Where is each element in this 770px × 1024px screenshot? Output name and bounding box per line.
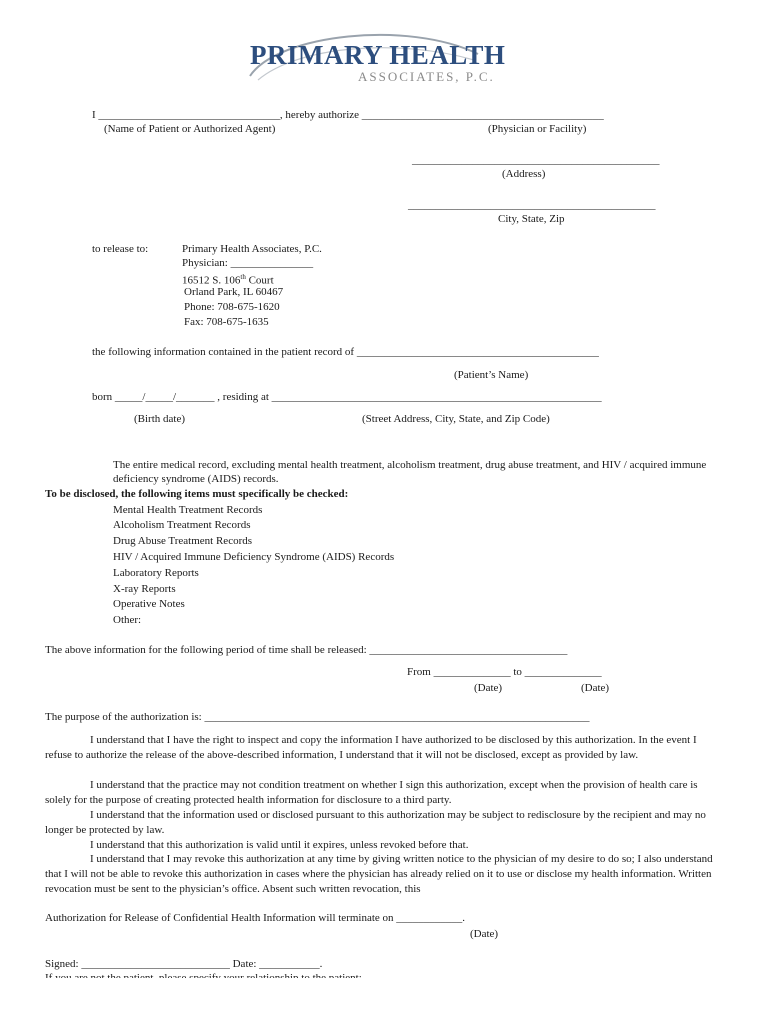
release-org: Primary Health Associates, P.C. [182,243,322,255]
statement-revoke: I understand that I may revoke this authorization at any time by giving written notice to the physician of my desire to do so; I also understand that I will not be able to revoke this authorization in cases where the physician has already relied on it to use or disclose my health information. Written revocation must be sent to the physician’s office. Absent such written revocation, this [45,853,713,895]
patient-name-label: (Name of Patient or Authorized Agent) [104,123,276,135]
street-address-label: (Street Address, City, State, and Zip Code) [362,413,550,425]
purpose-line: The purpose of the authorization is: ______________________________________________________________________ [45,711,590,723]
termination-date-label: (Date) [470,928,499,940]
patient-name-caption: (Patient’s Name) [454,369,529,381]
signature-line: Signed: ___________________________ Date: ___________. [45,958,323,970]
list-item: Alcoholism Treatment Records [113,519,251,531]
logo-subtitle: ASSOCIATES, P.C. [358,69,495,84]
from-date-label: (Date) [474,682,503,694]
page-cutoff [0,978,770,1024]
release-street-suffix: th [240,273,246,281]
city-line: _____________________________________________ [408,199,656,211]
birth-date-label: (Birth date) [134,413,186,425]
release-physician: Physician: _______________ [182,257,314,269]
records-heading: To be disclosed, the following items must specifically be checked: [45,488,349,500]
city-label: City, State, Zip [498,213,565,225]
list-item: HIV / Acquired Immune Deficiency Syndrome (AIDS) Records [113,551,395,563]
physician-label: (Physician or Facility) [488,123,587,135]
release-label: to release to: [92,243,149,255]
release-street-number: 16512 S. 106 [182,274,241,287]
period-line: The above information for the following period of time shall be released: ____________________________________ [45,644,568,656]
statement-inspect: I understand that I have the right to inspect and copy the information I have authorized to be disclosed by this authorization. In the event I refuse to authorize the release of the above-described information, I understand that it will not be disclosed, except as provided by law. [45,734,697,761]
born-line: born _____/_____/_______ , residing at ____________________________________________________________ [92,391,602,403]
patient-record-line: the following information contained in the patient record of ____________________________________________ [92,346,599,358]
authorize-line: I _________________________________, hereby authorize ____________________________________________ [92,109,604,121]
from-to-line: From ______________ to ______________ [407,666,602,678]
release-street-name: Court [245,274,274,287]
release-city: Orland Park, IL 60467 [184,286,284,298]
list-item: Other: [113,614,142,626]
address-label: (Address) [502,168,546,180]
release-fax: Fax: 708-675-1635 [184,316,269,328]
list-item: Drug Abuse Treatment Records [113,535,253,547]
list-item: X-ray Reports [113,583,176,595]
statement-condition: I understand that the practice may not condition treatment on whether I sign this authorization, except when the provision of health care is solely for the purpose of creating protected health information for disclosure to a third party. [45,779,698,806]
statement-redisclosure: I understand that the information used or disclosed pursuant to this authorization may be subject to redisclosure by the recipient and may no longer be protected by law. [45,809,706,836]
release-phone: Phone: 708-675-1620 [184,301,280,313]
statement-validity: I understand that this authorization is valid until it expires, unless revoked before that. [90,839,469,851]
list-item: Operative Notes [113,598,185,610]
address-line: _____________________________________________ [412,154,660,166]
termination-line: Authorization for Release of Confidential Health Information will terminate on ____________. [45,912,466,924]
list-item: Laboratory Reports [113,567,199,579]
list-item: Mental Health Treatment Records [113,504,263,516]
entire-record-text: The entire medical record, excluding mental health treatment, alcoholism treatment, drug abuse treatment, and HIV / acquired immune deficiency syndrome (AIDS) records. [113,459,707,485]
to-date-label: (Date) [581,682,610,694]
logo-title: PRIMARY HEALTH [250,40,506,70]
